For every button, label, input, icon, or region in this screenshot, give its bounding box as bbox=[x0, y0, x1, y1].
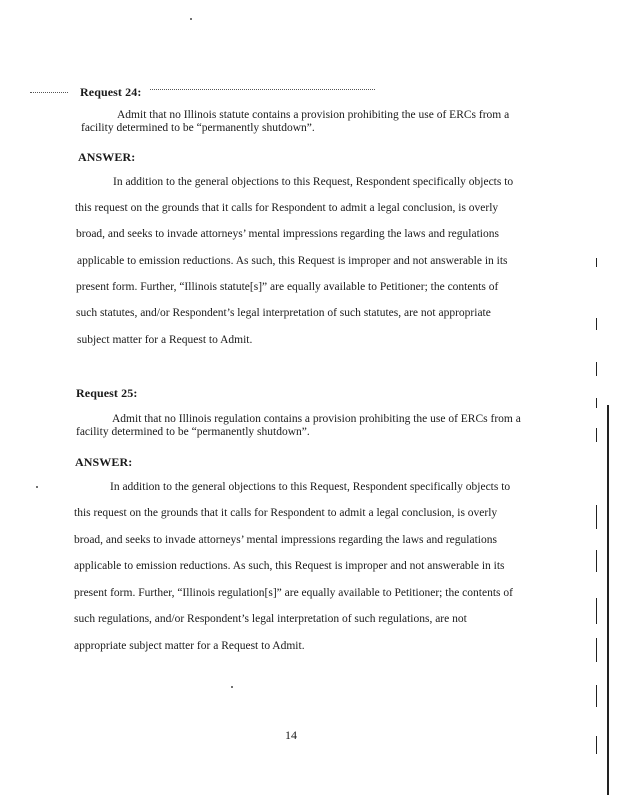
scan-artifact-right-tick bbox=[596, 598, 597, 624]
request-24-answer-line-4: applicable to emission reductions. As such, this Request is improper and not answerable in its bbox=[77, 255, 508, 267]
request-25-answer-line-5: present form. Further, “Illinois regulation[s]” are equally available to Petitioner; the contents of bbox=[74, 587, 513, 599]
request-24-heading: Request 24: bbox=[80, 85, 142, 99]
scan-speck bbox=[231, 686, 233, 688]
request-24-answer-line-2: this request on the grounds that it calls for Respondent to admit a legal conclusion, is overly bbox=[75, 202, 499, 214]
scan-speck bbox=[190, 18, 192, 20]
scan-artifact-right-tick bbox=[596, 318, 597, 330]
scan-artifact-left-dots bbox=[30, 92, 68, 93]
request-25-answer-line-4: applicable to emission reductions. As such, this Request is improper and not answerable in its bbox=[74, 560, 505, 572]
request-24-answer-line-5: present form. Further, “Illinois statute[s]” are equally available to Petitioner; the contents of bbox=[76, 281, 499, 293]
request-25-answer-heading: ANSWER: bbox=[75, 455, 133, 469]
scan-artifact-right-tick bbox=[596, 258, 597, 267]
scan-artifact-right-tick bbox=[596, 550, 597, 572]
request-24-line-1: Admit that no Illinois statute contains a provision prohibiting the use of ERCs from a bbox=[117, 109, 510, 121]
request-24-answer-heading: ANSWER: bbox=[78, 150, 136, 164]
request-24-answer-line-7: subject matter for a Request to Admit. bbox=[77, 334, 253, 346]
request-24-answer-line-3: broad, and seeks to invade attorneys’ mental impressions regarding the laws and regulations bbox=[76, 228, 499, 240]
request-25-answer-line-3: broad, and seeks to invade attorneys’ mental impressions regarding the laws and regulations bbox=[74, 534, 497, 546]
request-25-heading: Request 25: bbox=[76, 386, 138, 400]
scan-artifact-right-tick bbox=[596, 736, 597, 754]
request-24-text bbox=[81, 109, 521, 135]
request-24-line-2: facility determined to be “permanently shutdown”. bbox=[81, 122, 315, 134]
request-25-line-2: facility determined to be “permanently shutdown”. bbox=[76, 426, 310, 438]
scan-artifact-right-tick bbox=[596, 685, 597, 707]
scan-artifact-right-tick bbox=[596, 362, 597, 376]
request-25-answer-line-2: this request on the grounds that it calls for Respondent to admit a legal conclusion, is overly bbox=[74, 507, 498, 519]
scan-artifact-right-tick bbox=[596, 638, 597, 662]
request-25-line-1: Admit that no Illinois regulation contains a provision prohibiting the use of ERCs from a bbox=[112, 413, 521, 425]
request-24-answer-line-6: such statutes, and/or Respondent’s legal interpretation of such statutes, are not appropriate bbox=[76, 307, 491, 319]
request-25-answer-line-6: such regulations, and/or Respondent’s legal interpretation of such regulations, are not bbox=[74, 613, 467, 625]
scan-artifact-right-edge-bar bbox=[607, 405, 609, 795]
page-number: 14 bbox=[285, 728, 297, 742]
request-24-answer-line-1: In addition to the general objections to this Request, Respondent specifically objects to bbox=[113, 176, 514, 188]
request-25-answer-line-1: In addition to the general objections to this Request, Respondent specifically objects to bbox=[110, 481, 511, 493]
scan-artifact-right-tick bbox=[596, 428, 597, 442]
request-25-answer-line-7: appropriate subject matter for a Request to Admit. bbox=[74, 640, 305, 652]
scan-artifact-header-dots bbox=[150, 89, 375, 90]
scan-speck bbox=[36, 486, 38, 488]
scan-artifact-right-tick bbox=[596, 398, 597, 408]
scan-artifact-right-tick bbox=[596, 505, 597, 529]
request-25-text bbox=[76, 413, 526, 439]
